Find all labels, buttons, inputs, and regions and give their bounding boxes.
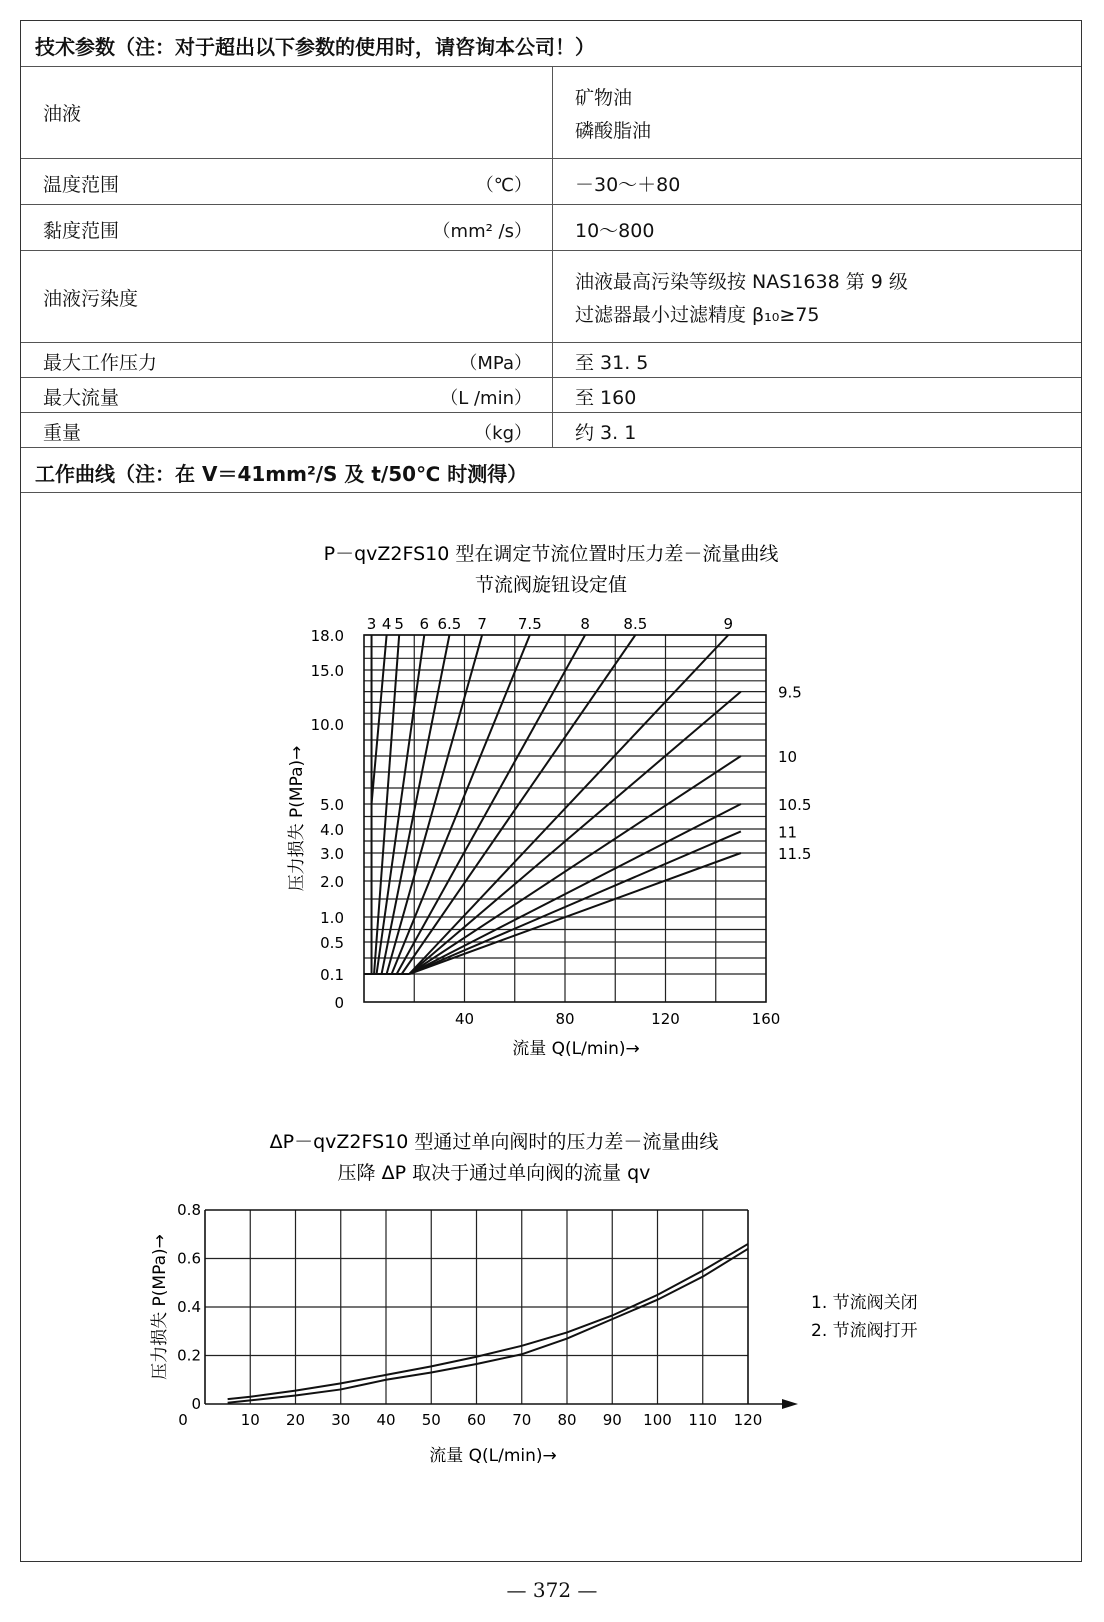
y-axis-label: 压力损失 P(MPa)→ xyxy=(287,745,307,892)
y-tick-label: 5.0 xyxy=(320,796,344,814)
series-label-top: 7 xyxy=(477,615,487,633)
spec-value-max-flow: 至 160 xyxy=(575,387,637,409)
chart-subtitle: 压降 ΔP 取决于通过单向阀的流量 qv xyxy=(337,1162,651,1184)
y-tick-label: 2.0 xyxy=(320,873,344,891)
series-line-11-5 xyxy=(409,853,741,974)
spec-value-temperature: －30～＋80 xyxy=(575,174,681,196)
legend-item: 1. 节流阀关闭 xyxy=(811,1293,918,1313)
spec-sheet-frame xyxy=(20,20,1082,1562)
spec-row-label-cell xyxy=(21,378,553,412)
x-tick-label: 160 xyxy=(751,1010,781,1028)
y-tick-label: 0 xyxy=(334,994,344,1012)
series-label-top: 4 xyxy=(381,615,392,633)
spec-row-label-cell xyxy=(21,251,553,342)
y-tick-label: 1.0 xyxy=(320,909,344,927)
x-tick-label: 90 xyxy=(602,1411,622,1429)
x-tick-label: 120 xyxy=(651,1010,680,1028)
spec-label-max-flow: 最大流量 xyxy=(43,387,120,409)
series-label-right: 10.5 xyxy=(778,796,812,814)
y-tick-label: 0.8 xyxy=(177,1201,201,1219)
x-tick-label: 60 xyxy=(466,1411,487,1429)
spec-value-oil-1: 矿物油 xyxy=(575,87,633,109)
y-axis-label: 压力损失 P(MPa)→ xyxy=(150,1234,170,1380)
spec-row-contamination xyxy=(21,251,1081,343)
y-tick-label: 18.0 xyxy=(310,627,344,645)
x-tick-label: 80 xyxy=(555,1010,575,1028)
legend-item: 2. 节流阀打开 xyxy=(811,1321,918,1341)
spec-table-header xyxy=(21,21,1081,67)
spec-value-weight: 约 3. 1 xyxy=(575,422,637,444)
spec-label-weight: 重量 xyxy=(43,422,82,444)
series-label-top: 8.5 xyxy=(623,615,648,633)
x-tick-label: 100 xyxy=(643,1411,672,1429)
x-tick-label: 40 xyxy=(454,1010,475,1028)
y-tick-label: 0.6 xyxy=(177,1249,201,1268)
curves-header-title: 工作曲线（注：在 V＝41mm²/S 及 t/50℃ 时测得） xyxy=(35,462,528,486)
x-tick-label: 120 xyxy=(733,1411,763,1429)
x-axis-label: 流量 Q(L/min)→ xyxy=(429,1446,557,1466)
series-label-right: 11 xyxy=(778,823,798,842)
series-line-2 xyxy=(228,1249,748,1403)
y-tick-label: 0 xyxy=(191,1395,201,1413)
series-label-top: 9 xyxy=(723,615,734,633)
y-tick-label: 0.1 xyxy=(320,966,344,984)
x-tick-label: 40 xyxy=(376,1411,396,1429)
x-tick-label: 0 xyxy=(178,1411,188,1429)
charts-area xyxy=(21,527,1081,1561)
spec-label-contamination: 油液污染度 xyxy=(43,288,139,310)
y-tick-label: 0.4 xyxy=(177,1298,201,1316)
series-label-right: 11.5 xyxy=(778,845,812,863)
spec-row-value-cell xyxy=(553,159,1081,204)
spec-unit-max-pressure: （MPa） xyxy=(459,353,532,374)
spec-row-value-cell xyxy=(553,378,1081,412)
spec-row-oil xyxy=(21,67,1081,159)
y-tick-label: 4.0 xyxy=(320,821,344,839)
chart-title: P－qvZ2FS10 型在调定节流位置时压力差－流量曲线 xyxy=(323,543,779,565)
throttle-pressure-flow-chart xyxy=(21,527,1081,1067)
spec-value-oil-2: 磷酸脂油 xyxy=(575,120,652,142)
spec-row-value-cell xyxy=(553,343,1081,377)
spec-unit-max-flow: （L /min） xyxy=(440,388,532,409)
spec-row-viscosity xyxy=(21,205,1081,251)
series-label-top: 3 xyxy=(366,615,377,633)
series-line-1 xyxy=(228,1244,748,1399)
spec-row-label-cell xyxy=(21,413,553,447)
page-number: — 372 — xyxy=(506,1578,598,1602)
series-line-10 xyxy=(409,756,741,974)
x-tick-label: 110 xyxy=(688,1411,718,1429)
series-label-right: 9.5 xyxy=(778,683,802,702)
x-axis-arrow xyxy=(782,1399,798,1409)
series-label-top: 8 xyxy=(580,615,590,633)
spec-row-label-cell xyxy=(21,343,553,377)
spec-row-weight xyxy=(21,413,1081,448)
y-tick-label: 3.0 xyxy=(320,845,344,863)
spec-unit-weight: （kg） xyxy=(474,423,532,444)
spec-row-max-pressure xyxy=(21,343,1081,378)
spec-label-max-pressure: 最大工作压力 xyxy=(43,352,158,374)
series-label-top: 6 xyxy=(419,615,430,633)
x-axis-label: 流量 Q(L/min)→ xyxy=(512,1039,640,1059)
series-label-top: 6.5 xyxy=(437,615,462,633)
spec-table-title: 技术参数（注：对于超出以下参数的使用时，请咨询本公司！） xyxy=(35,35,595,59)
spec-row-max-flow xyxy=(21,378,1081,413)
spec-value-contamination-2: 过滤器最小过滤精度 β₁₀≥75 xyxy=(575,304,820,326)
series-label-top: 7.5 xyxy=(517,615,542,633)
y-tick-label: 10.0 xyxy=(310,716,344,734)
x-tick-label: 80 xyxy=(557,1411,577,1429)
spec-row-temperature xyxy=(21,159,1081,205)
spec-value-viscosity: 10～800 xyxy=(575,220,655,242)
spec-value-contamination-1: 油液最高污染等级按 NAS1638 第 9 级 xyxy=(575,271,908,293)
x-tick-label: 10 xyxy=(240,1411,260,1429)
series-label-top: 5 xyxy=(394,615,404,633)
spec-row-value-cell xyxy=(553,413,1081,447)
x-tick-label: 70 xyxy=(512,1411,532,1429)
spec-row-label-cell xyxy=(21,205,553,250)
spec-value-max-pressure: 至 31. 5 xyxy=(575,352,649,374)
spec-row-label-cell xyxy=(21,159,553,204)
y-tick-label: 0.5 xyxy=(320,934,344,952)
y-tick-label: 15.0 xyxy=(310,662,344,680)
chart-subtitle: 节流阀旋钮设定值 xyxy=(474,574,628,596)
spec-row-value-cell xyxy=(553,67,1081,158)
x-tick-label: 30 xyxy=(331,1411,351,1429)
spec-unit-temperature: （℃） xyxy=(475,175,532,196)
spec-label-temperature: 温度范围 xyxy=(43,174,120,196)
chart-title: ΔP－qvZ2FS10 型通过单向阀时的压力差－流量曲线 xyxy=(269,1131,719,1153)
spec-row-label-cell xyxy=(21,67,553,158)
series-label-right: 10 xyxy=(778,748,798,766)
y-tick-label: 0.2 xyxy=(177,1346,201,1365)
spec-unit-viscosity: （mm² /s） xyxy=(432,221,532,242)
spec-row-value-cell xyxy=(553,205,1081,250)
series-line-4 xyxy=(372,635,387,804)
x-tick-label: 20 xyxy=(285,1411,306,1429)
curves-header xyxy=(21,448,1081,493)
spec-row-value-cell xyxy=(553,251,1081,342)
spec-label-oil: 油液 xyxy=(43,103,82,125)
check-valve-pressure-flow-chart xyxy=(21,1117,1081,1587)
x-tick-label: 50 xyxy=(421,1411,441,1429)
series-line-9-5 xyxy=(409,692,741,974)
spec-label-viscosity: 黏度范围 xyxy=(43,220,120,242)
